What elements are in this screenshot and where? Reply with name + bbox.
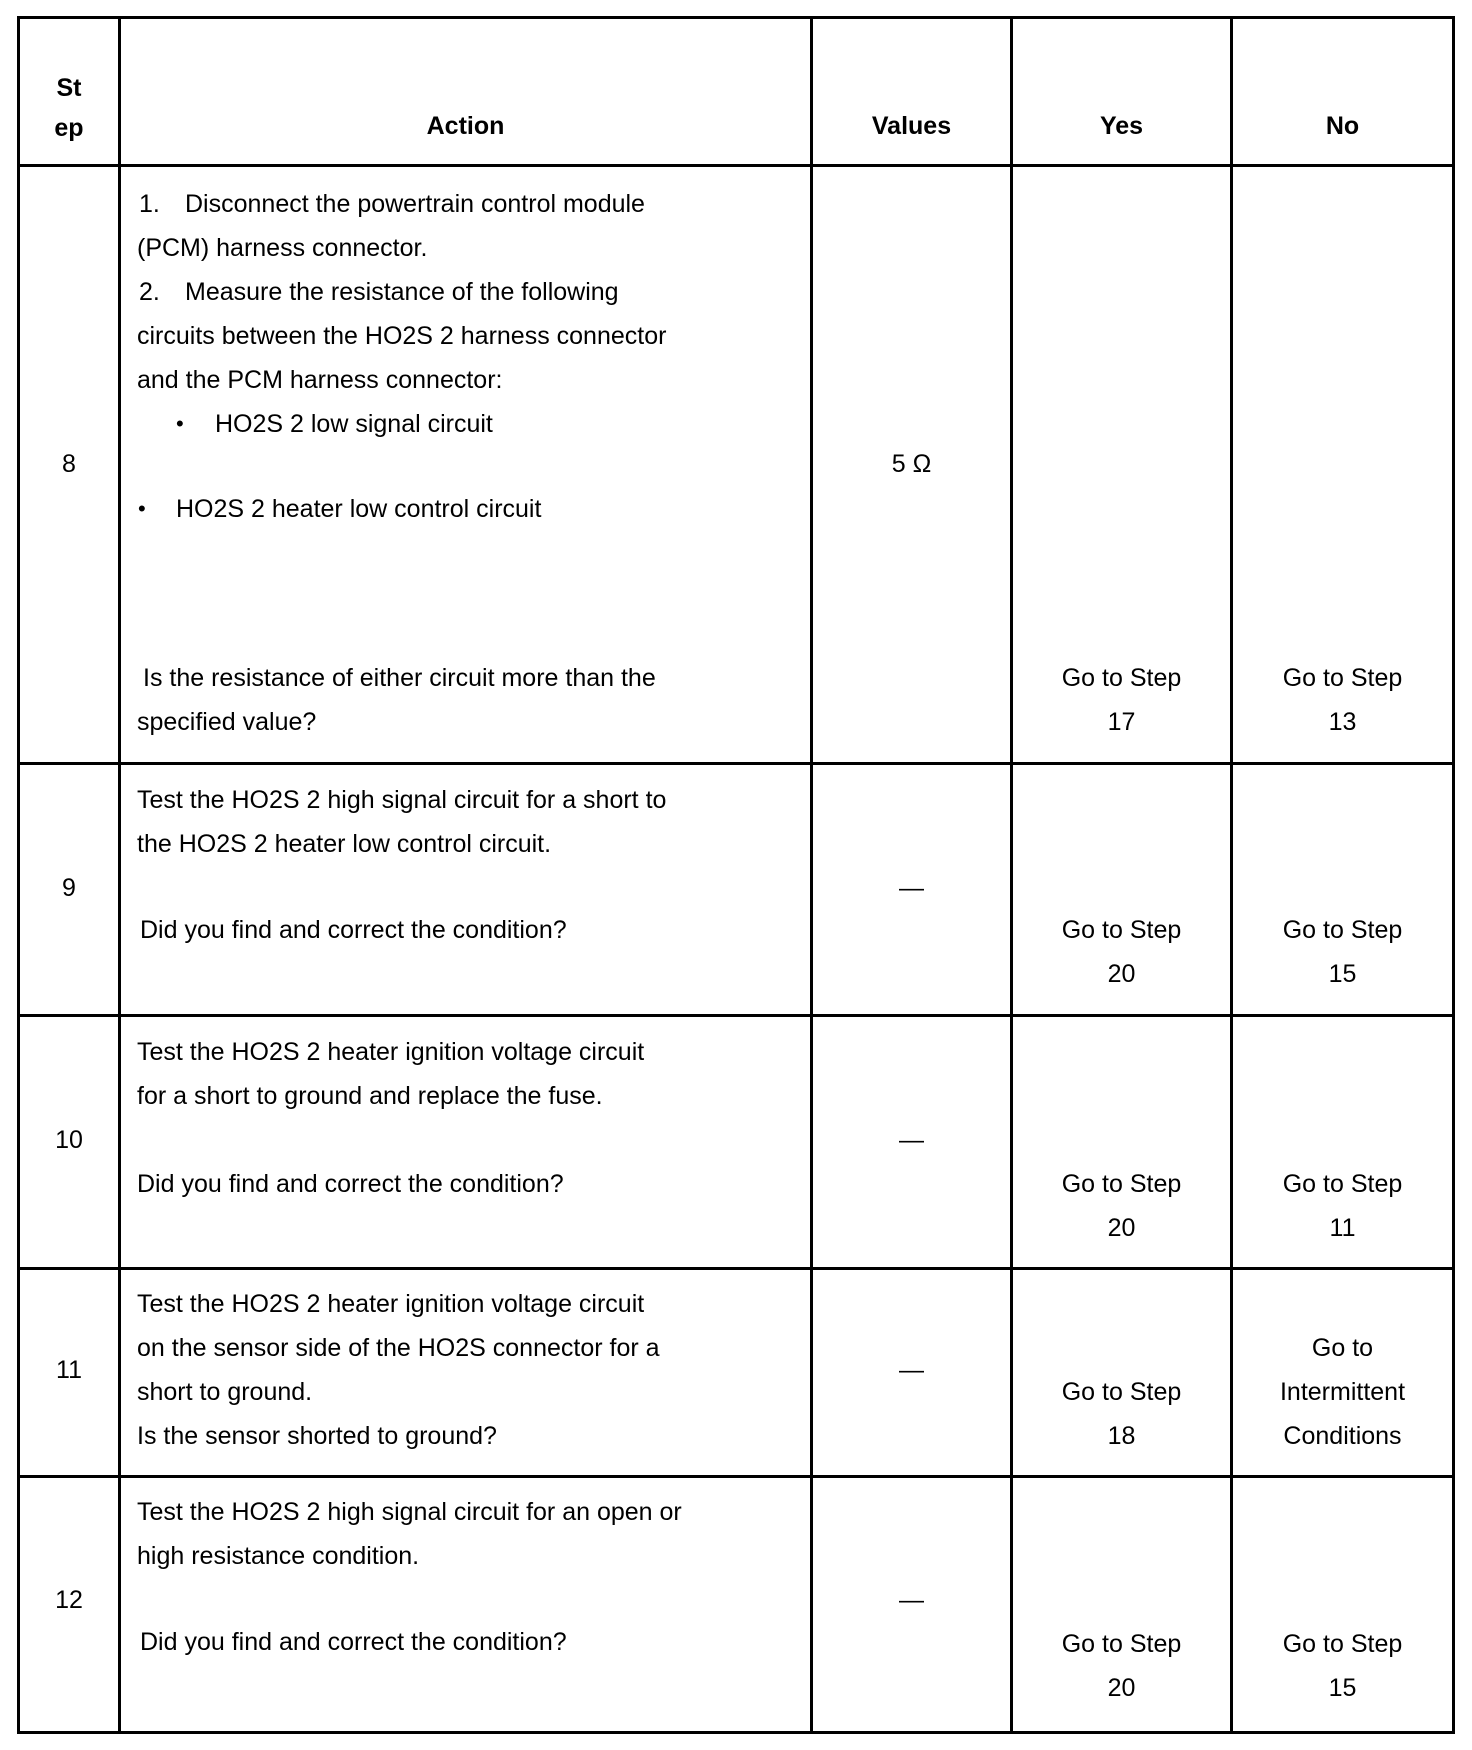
value-cell: — — [899, 1586, 924, 1614]
action-text: Test the HO2S 2 heater ignition voltage circuit — [137, 1290, 645, 1318]
yes-cell: 17 — [1107, 708, 1136, 736]
no-cell: Go to Step — [1282, 664, 1403, 692]
yes-cell: Go to Step — [1061, 664, 1182, 692]
bullet-marker: • — [176, 411, 184, 436]
no-cell: 13 — [1328, 708, 1357, 736]
value-cell: 5 Ω — [891, 450, 932, 478]
header-values: Values — [871, 112, 952, 140]
yes-cell: 20 — [1107, 1674, 1136, 1702]
bullet-marker: • — [138, 496, 146, 521]
yes-cell: Go to Step — [1061, 1170, 1182, 1198]
value-cell: — — [899, 1356, 924, 1384]
action-text: for a short to ground and replace the fuse. — [137, 1082, 603, 1110]
step-number: 10 — [55, 1126, 83, 1154]
header-step — [20, 68, 118, 148]
table-border-top — [17, 16, 1455, 19]
header-step-line2: ep — [54, 114, 84, 142]
step-number: 11 — [56, 1356, 82, 1384]
yes-cell: 18 — [1107, 1422, 1136, 1450]
no-cell: Go to Step — [1282, 1170, 1403, 1198]
action-text: on the sensor side of the HO2S connector for a — [137, 1334, 660, 1362]
action-text: the HO2S 2 heater low control circuit. — [137, 830, 552, 858]
value-cell: — — [899, 1126, 924, 1154]
action-text: and the PCM harness connector: — [137, 366, 503, 394]
no-cell: Intermittent — [1279, 1378, 1406, 1406]
row-divider — [17, 1475, 1455, 1478]
diagnostic-table — [17, 16, 1455, 1734]
action-text: Test the HO2S 2 high signal circuit for an open or — [137, 1498, 682, 1526]
yes-cell: Go to Step — [1061, 1378, 1182, 1406]
action-question: Is the sensor shorted to ground? — [137, 1422, 497, 1450]
action-text: (PCM) harness connector. — [137, 234, 428, 262]
action-question: Is the resistance of either circuit more than the — [143, 664, 656, 692]
row-divider — [17, 1014, 1455, 1017]
action-question: Did you find and correct the condition? — [140, 1628, 567, 1656]
action-question: Did you find and correct the condition? — [137, 1170, 564, 1198]
action-text: Measure the resistance of the following — [185, 278, 619, 306]
step-number: 9 — [62, 874, 76, 902]
no-cell: Go to Step — [1282, 916, 1403, 944]
action-bullet-text: HO2S 2 low signal circuit — [215, 410, 493, 438]
step-number: 12 — [55, 1586, 83, 1614]
no-cell: Conditions — [1283, 1422, 1402, 1450]
yes-cell: Go to Step — [1061, 1630, 1182, 1658]
value-cell: — — [899, 874, 924, 902]
no-cell: 11 — [1329, 1214, 1356, 1242]
action-text: short to ground. — [137, 1378, 313, 1406]
header-no: No — [1325, 112, 1360, 140]
table-border-bottom — [17, 1731, 1455, 1734]
action-item-number: 1. — [139, 190, 160, 218]
row-divider — [17, 164, 1455, 167]
yes-cell: Go to Step — [1061, 916, 1182, 944]
action-item-number: 2. — [139, 278, 160, 306]
action-text: Test the HO2S 2 high signal circuit for a short to — [137, 786, 667, 814]
no-cell: Go to Step — [1282, 1630, 1403, 1658]
yes-cell: 20 — [1107, 960, 1136, 988]
action-question: specified value? — [137, 708, 317, 736]
header-yes: Yes — [1099, 112, 1144, 140]
action-text: Test the HO2S 2 heater ignition voltage circuit — [137, 1038, 645, 1066]
no-cell: Go to — [1311, 1334, 1374, 1362]
yes-cell: 20 — [1107, 1214, 1136, 1242]
action-text: high resistance condition. — [137, 1542, 420, 1570]
header-action: Action — [426, 112, 505, 140]
action-text: Disconnect the powertrain control module — [185, 190, 645, 218]
action-bullet-text: HO2S 2 heater low control circuit — [176, 495, 542, 523]
header-step-line1: St — [56, 74, 82, 102]
action-text: circuits between the HO2S 2 harness connector — [137, 322, 667, 350]
row-divider — [17, 1267, 1455, 1270]
action-question: Did you find and correct the condition? — [140, 916, 567, 944]
no-cell: 15 — [1328, 960, 1357, 988]
no-cell: 15 — [1328, 1674, 1357, 1702]
step-number: 8 — [62, 450, 76, 478]
row-divider — [17, 762, 1455, 765]
